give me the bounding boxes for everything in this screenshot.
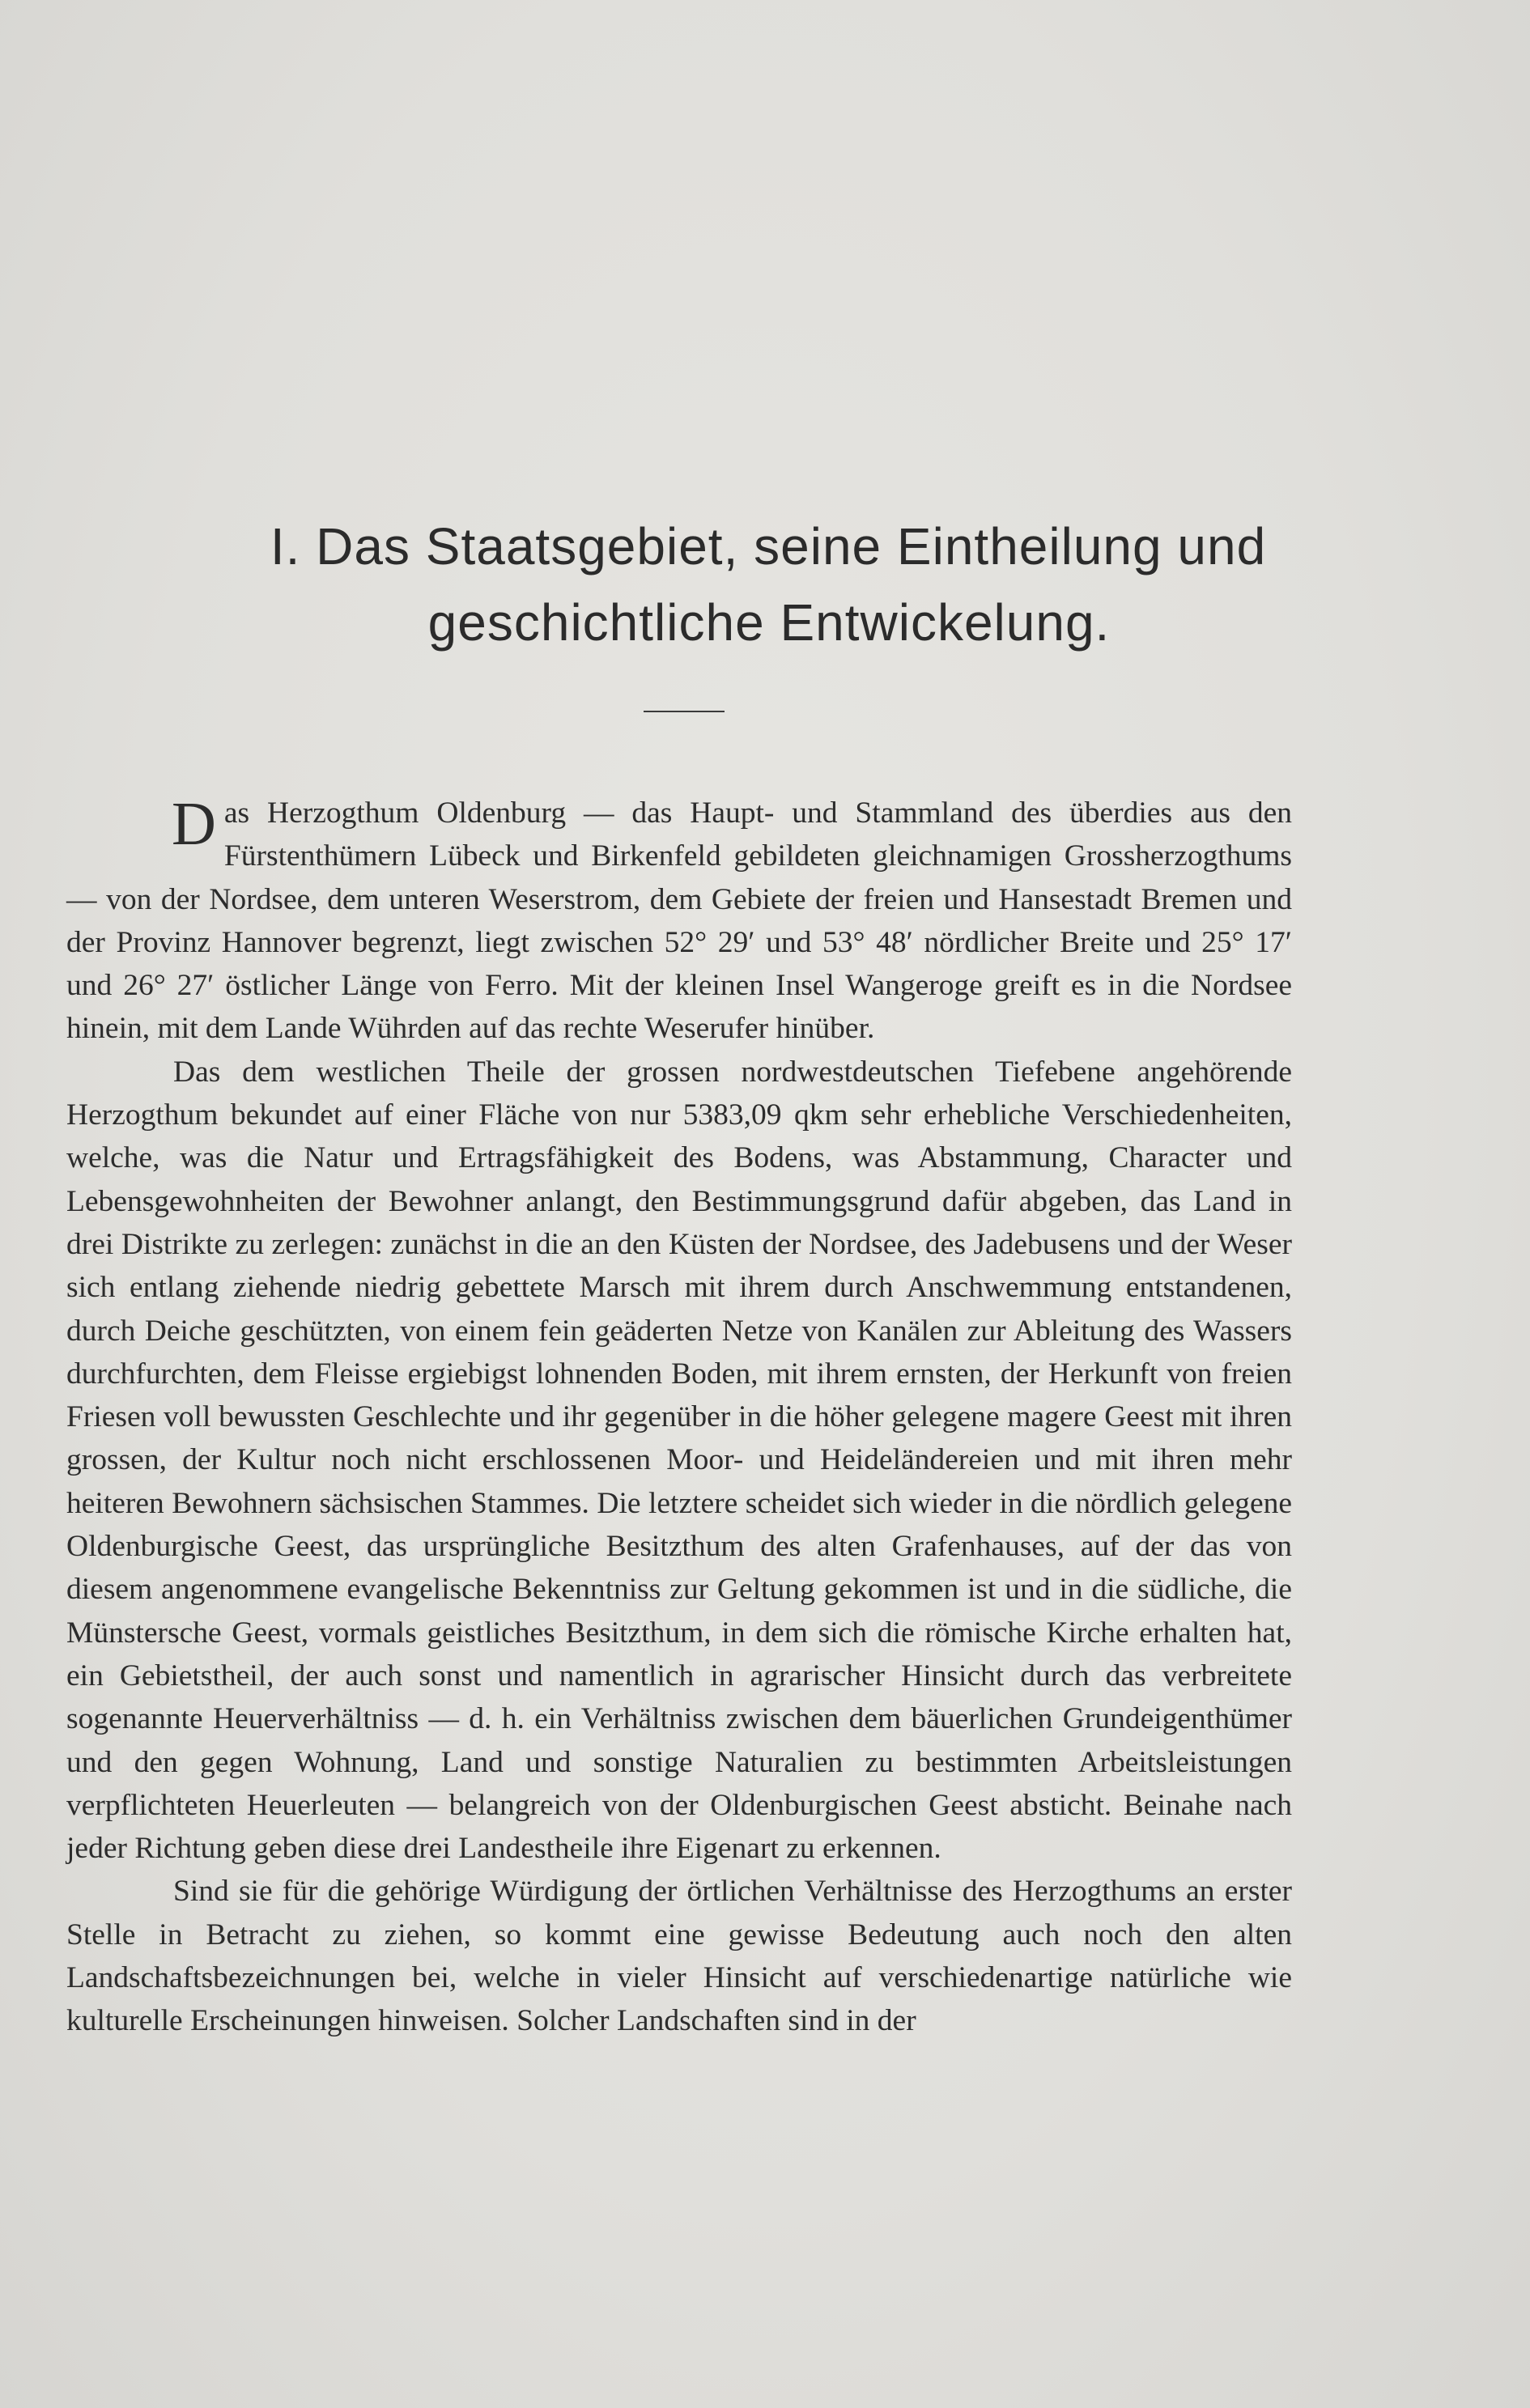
- paragraph-1: [66, 792, 1292, 1051]
- chapter-title: [0, 508, 1530, 660]
- paragraph-1-text: as Herzogthum Oldenburg — das Haupt- und Stammland des überdies aus den Fürstenthümern Lübeck und Birkenfeld gebildeten gleichnamigen Grossherzogthums — von der Nordsee, dem unteren Weserstrom, dem Gebiete der freien und Hansestadt Bremen und der Provinz Hannover begrenzt, liegt zwischen 52° 29′ und 53° 48′ nördlicher Breite und 25° 17′ und 26° 27′ östlicher Länge von Ferro. Mit der kleinen Insel Wangeroge greift es in die Nordsee hinein, mit dem Lande Wührden auf das rechte Weserufer hinüber.: [66, 796, 1292, 1046]
- body-text: [66, 792, 1292, 2043]
- paragraph-2: Das dem westlichen Theile der grossen nordwestdeutschen Tiefebene angehörende Herzogthum bekundet auf einer Fläche von nur 5383,09 qkm sehr erhebliche Verschiedenheiten, welche, was die Natur und Ertragsfähigkeit des Bodens, was Abstammung, Character und Lebensgewohnheiten der Bewohner anlangt, den Bestimmungsgrund dafür abgeben, das Land in drei Distrikte zu zerlegen: zunächst in die an den Küsten der Nordsee, des Jadebusens und der Weser sich entlang ziehende niedrig gebettete Marsch mit ihrem durch Anschwemmung entstandenen, durch Deiche geschützten, von einem fein geäderten Netze von Kanälen zur Ableitung des Wassers durchfurchten, dem Fleisse ergiebigst lohnenden Boden, mit ihrem ernsten, der Herkunft von freien Friesen voll bewussten Geschlechte und ihr gegenüber in die höher gelegene magere Geest mit ihren grossen, der Kultur noch nicht erschlossenen Moor- und Heideländereien und mit ihren mehr heiteren Bewohnern sächsischen Stammes. Die letztere scheidet sich wieder in die nördlich gelegene Oldenburgische Geest, das ursprüngliche Besitzthum des alten Grafenhauses, auf der das von diesem angenommene evangelische Bekenntniss zur Geltung gekommen ist und in die südliche, die Münstersche Geest, vormals geistliches Besitzthum, in dem sich die römische Kirche erhalten hat, ein Gebietstheil, der auch sonst und namentlich in agrarischer Hinsicht durch das verbreitete sogenannte Heuerverhältniss — d. h. ein Verhältniss zwischen dem bäuerlichen Grundeigenthümer und den gegen Wohnung, Land und sonstige Naturalien zu bestimmten Arbeitsleistungen verpflichteten Heuerleuten — belangreich von der Oldenburgischen Geest absticht. Beinahe nach jeder Richtung geben diese drei Landestheile ihre Eigenart zu erkennen.: [66, 1055, 1292, 1866]
- title-divider: [644, 711, 725, 712]
- drop-cap: D: [172, 790, 216, 858]
- chapter-title-line-1: I. Das Staatsgebiet, seine Eintheilung und: [270, 517, 1267, 575]
- paragraph-3: Sind sie für die gehörige Würdigung der örtlichen Verhältnisse des Herzogthums an erster Stelle in Betracht zu ziehen, so kommt eine gewisse Bedeutung auch noch den alten Landschaftsbezeichnungen bei, welche in vieler Hinsicht auf verschiedenartige natürliche wie kulturelle Erscheinungen hinweisen. Solcher Landschaften sind in der: [66, 1875, 1292, 2038]
- chapter-title-line-2: geschichtliche Entwickelung.: [427, 593, 1111, 652]
